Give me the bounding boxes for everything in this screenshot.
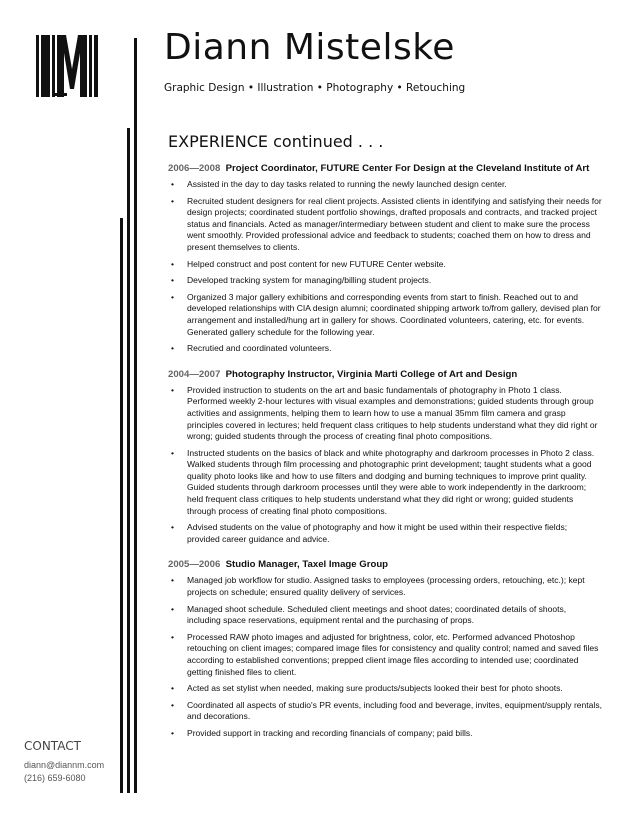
list-item: • Assisted in the day to day tasks related to running the newly launched design center. — [171, 179, 507, 189]
job-entry — [168, 369, 602, 546]
job-title: Studio Manager, Taxel Image Group — [225, 559, 389, 571]
contact-email[interactable]: diann@diannm.com — [24, 760, 105, 770]
list-item: • Instructed students on the basics of black and white photography and darkroom processes in Photo 2 class. Walked students through film processing and photographic print development; taught students what a good quality photo looks like and how to use filters and dodging and burning techniques to improve print quality. Guided students through darkroom processes until they were able to work independently in the darkroom; held frequent class critiques to help students understand what they did right or wrong; guided students through process of creating final photo compositions. — [171, 447, 595, 516]
contact-heading: CONTACT — [24, 739, 81, 753]
person-name: Diann Mistelske — [164, 27, 455, 68]
experience-list — [168, 163, 602, 754]
tagline: Graphic Design • Illustration • Photography • Retouching — [164, 82, 466, 94]
job-title: Photography Instructor, Virginia Marti College of Art and Design — [225, 368, 518, 380]
list-item: • Developed tracking system for managing/billing student projects. — [171, 275, 432, 286]
list-item: • Coordinated all aspects of studio's PR events, including food and beverage, invites, equipment/supply rentals, and decorations. — [171, 699, 602, 722]
divider-line-1 — [134, 38, 137, 793]
job-title: Project Coordinator, FUTURE Center For Design at the Cleveland Institute of Art — [225, 163, 590, 174]
divider-line-3 — [120, 218, 123, 793]
dm-monogram-logo — [36, 35, 98, 97]
list-item: • Recrutied and coordinated volunteers. — [171, 343, 332, 354]
divider-line-2 — [127, 128, 130, 793]
list-item: • Provided support in tracking and recording financials of company; paid bills. — [171, 727, 473, 738]
job-years: 2005—2006 — [168, 559, 221, 571]
section-title: EXPERIENCE continued . . . — [168, 132, 384, 151]
list-item: • Provided instruction to students on the art and basic fundamentals of photography in Photo 1 class. Performed weekly 2-hour lectures with visual examples and demonstrations; guided students through group activities and assignments, helping them to learn how to use a manual 35mm film camera and grasp principles covered in lectures; held frequent class critiques to help students understand what they did right or wrong; guided students through the process of creating final photo compositions. — [171, 384, 598, 442]
list-item: • Processed RAW photo images and adjusted for brightness, color, etc. Performed advanced Photoshop retouching on client images; compared image files for consistency and quality control; named and saved files according to established conventions; prepped client image files according to intended use; coordinated getting finished files to client. — [171, 631, 599, 677]
job-entry — [168, 163, 602, 355]
job-years: 2006—2008 — [168, 163, 221, 174]
list-item: • Advised students on the value of photography and how it might be used within their respective fields; provided career guidance and advice. — [171, 522, 568, 544]
list-item: • Helped construct and post content for new FUTURE Center website. — [171, 258, 446, 269]
job-heading — [168, 369, 602, 380]
list-item: • Recruited student designers for real client projects. Assisted clients in identifying and satisfying their needs for design projects; coordinated student portfolio showings, drafted proposals and contracts, and tracked project status and financials. Acted as manager/intermediary between student and client to make sure the process went smoothly. Provided professional advice and feedback to students; coached them on how to dress and present themselves to clients. — [171, 195, 602, 252]
job-heading — [168, 559, 602, 570]
list-item: • Organized 3 major gallery exhibitions and corresponding events from start to finish. Reached out to and developed relationships with CIA design alumni; coordinated shipping artwork to/from gallery, devised plan for arrangement and installed/hung art in gallery for shows. Coordinated volunteers, catering, etc. for events. Generated gallery schedule for the following year. — [171, 291, 601, 337]
list-item: • Managed shoot schedule. Scheduled client meetings and shoot dates; coordinated details of shoots, including space reservations, equipment rental and the purchasing of props. — [171, 603, 567, 626]
list-item: • Acted as set stylist when needed, making sure products/subjects looked their best for photo shoots. — [171, 683, 563, 694]
contact-phone: (216) 659-6080 — [24, 773, 86, 783]
job-heading — [168, 163, 602, 174]
list-item: • Managed job workflow for studio. Assigned tasks to employees (processing orders, retouching, etc.); kept projects on schedule; ensured quality delivery of services. — [171, 575, 585, 598]
job-entry — [168, 559, 602, 739]
job-years: 2004—2007 — [168, 368, 221, 380]
